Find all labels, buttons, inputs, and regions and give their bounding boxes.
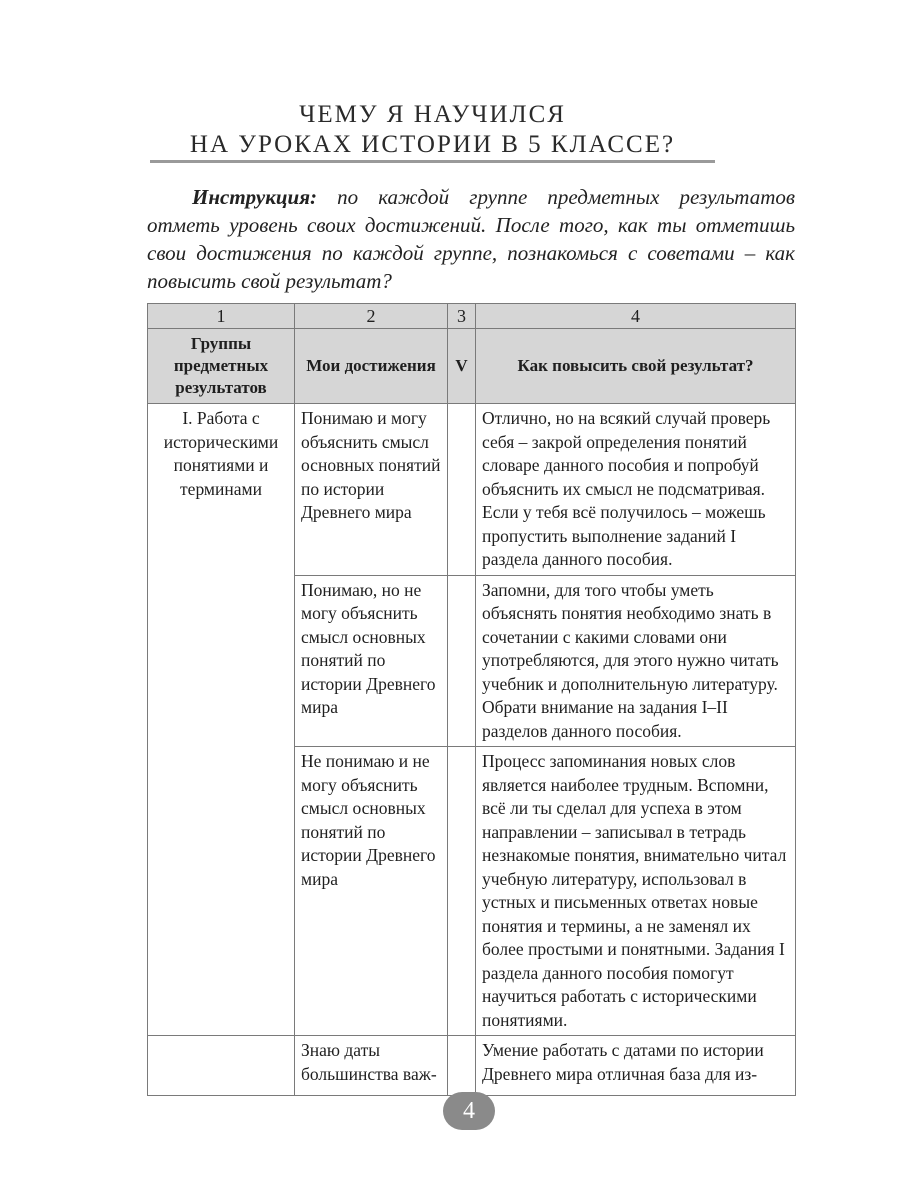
title-divider (150, 160, 715, 163)
mark-cell[interactable] (448, 1036, 476, 1096)
advice-cell: Процесс запоминания новых слов является наиболее трудным. Вспомни, всё ли ты сделал для успеха в этом направлении – записывал в тетрадь незнакомые понятия, внимательно читал учебную литературу, использовал в устных и письменных ответах новые понятия и термины, а не заменял их более простыми и понятными. Задания I раздела данного пособия помогут научиться работать с историческими понятиями. (476, 747, 796, 1036)
page-title (150, 100, 715, 160)
mark-cell[interactable] (448, 747, 476, 1036)
column-number-2: 2 (295, 304, 448, 329)
header-advice: Как повысить свой результат? (476, 329, 796, 404)
achievement-cell: Понимаю, но не могу объяснить смысл основных понятий по истории Древнего мира (295, 575, 448, 747)
table-row (148, 1036, 796, 1096)
group-label (148, 1036, 295, 1096)
table-row (148, 404, 796, 576)
achievement-cell: Знаю даты большинства важ- (295, 1036, 448, 1096)
header-group: Группы предметных результатов (148, 329, 295, 404)
mark-cell[interactable] (448, 404, 476, 576)
achievement-cell: Понимаю и могу объяснить смысл основных понятий по истории Древнего мира (295, 404, 448, 576)
advice-cell: Запомни, для того чтобы уметь объяснять понятия необходимо знать в сочетании с какими словами они употребляются, для этого нужно читать учебник и дополнительную литературу. Обрати внимание на задания I–II разделов данного пособия. (476, 575, 796, 747)
instruction-text: по каждой группе предметных результатов отметь уровень своих достижений. После того, как ты отметишь свои достижения по каждой группе, познакомься с советами – как повысить свой результат? (147, 185, 795, 293)
page-title-line-2: НА УРОКАХ ИСТОРИИ В 5 КЛАССЕ? (189, 131, 676, 158)
instruction-paragraph (147, 183, 795, 295)
instruction-label: Инструкция: (192, 185, 318, 209)
header-achievements: Мои достижения (295, 329, 448, 404)
page-title-line-1: ЧЕМУ Я НАУЧИЛСЯ (299, 101, 566, 128)
mark-cell[interactable] (448, 575, 476, 747)
column-number-4: 4 (476, 304, 796, 329)
advice-cell: Отлично, но на всякий случай проверь себя – закрой определения понятий словаре данного пособия и попробуй объяснить их смысл не подсматривая. Если у тебя всё получилось – можешь пропустить выполнение заданий I раздела данного пособия. (476, 404, 796, 576)
header-mark: V (448, 329, 476, 404)
column-number-1: 1 (148, 304, 295, 329)
group-label: I. Работа с историческими понятиями и терминами (148, 404, 295, 1036)
column-number-row (148, 304, 796, 329)
header-row (148, 329, 796, 404)
column-number-3: 3 (448, 304, 476, 329)
advice-cell: Умение работать с датами по истории Древнего мира отличная база для из- (476, 1036, 796, 1096)
results-table (147, 303, 796, 1096)
achievement-cell: Не понимаю и не могу объяснить смысл основных понятий по истории Древнего мира (295, 747, 448, 1036)
page-number: 4 (463, 1098, 475, 1124)
